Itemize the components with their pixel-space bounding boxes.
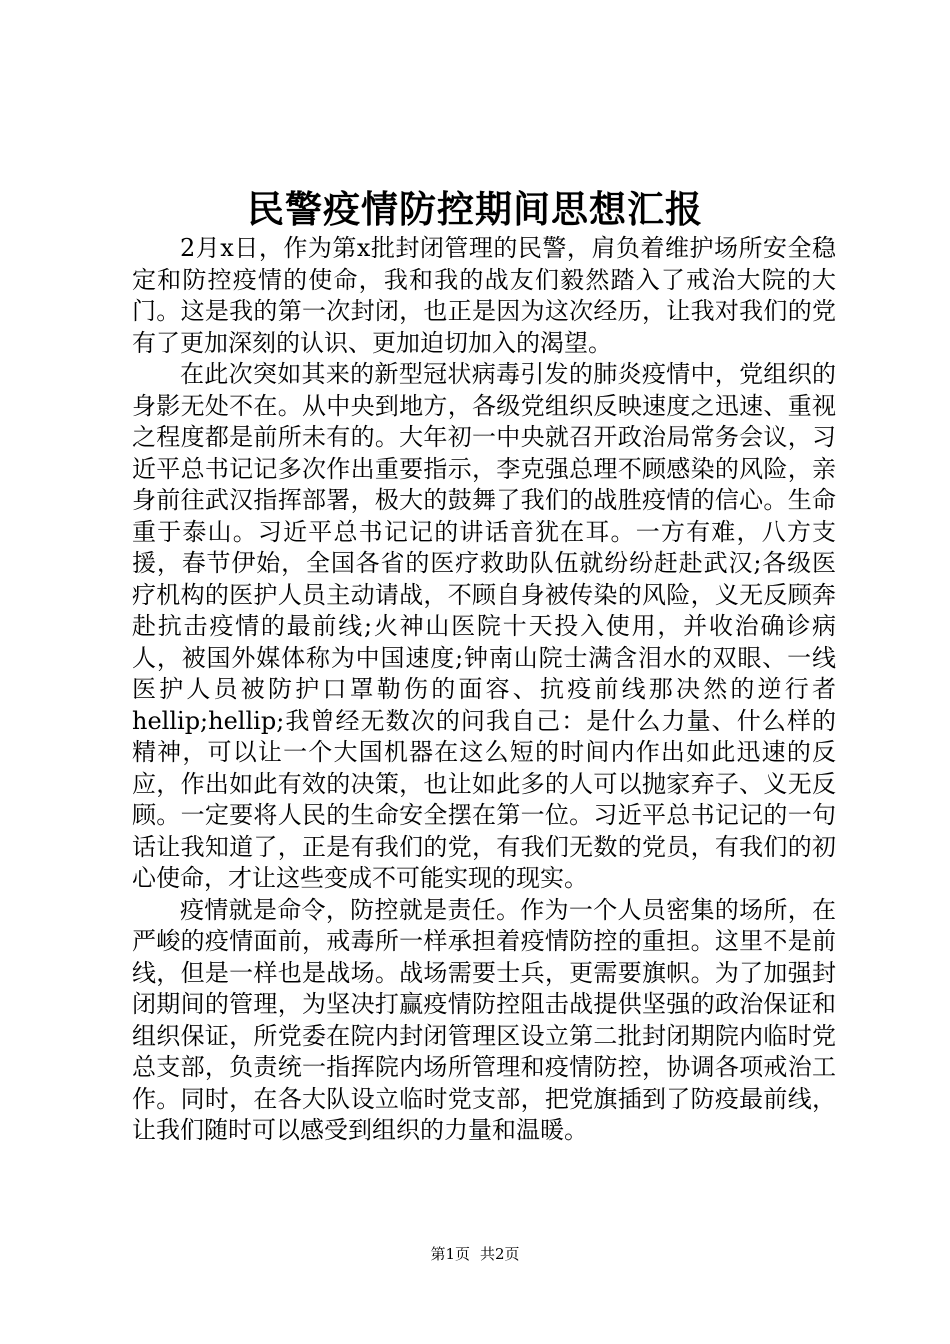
page-total: 共2页 bbox=[480, 1245, 520, 1263]
paragraph: 2月x日，作为第x批封闭管理的民警，肩负着维护场所安全稳定和防控疫情的使命，我和我的战友们毅然踏入了戒治大院的大门。这是我的第一次封闭，也正是因为这次经历，让我对我们的党有了更加深刻的认识、更加迫切加入的渴望。 bbox=[132, 234, 836, 357]
document-body bbox=[132, 233, 836, 1147]
paragraph: 疫情就是命令，防控就是责任。作为一个人员密集的场所，在严峻的疫情面前，戒毒所一样承担着疫情防控的重担。这里不是前线，但是一样也是战场。战场需要士兵，更需要旗帜。为了加强封闭期间的管理，为坚决打赢疫情防控阻击战提供坚强的政治保证和组织保证，所党委在院内封闭管理区设立第二批封闭期院内临时党总支部，负责统一指挥院内场所管理和疫情防控，协调各项戒治工作。同时，在各大队设立临时党支部，把党旗插到了防疫最前线，让我们随时可以感受到组织的力量和温暖。 bbox=[132, 895, 836, 1144]
document-title: 民警疫情防控期间思想汇报 bbox=[247, 187, 703, 231]
page-footer bbox=[0, 1244, 950, 1264]
page-number: 第1页 bbox=[430, 1245, 470, 1263]
paragraph: 在此次突如其来的新型冠状病毒引发的肺炎疫情中，党组织的身影无处不在。从中央到地方，各级党组织反映速度之迅速、重视之程度都是前所未有的。大年初一中央就召开政治局常务会议，习近平总书记记多次作出重要指示，李克强总理不顾感染的风险，亲身前往武汉指挥部署，极大的鼓舞了我们的战胜疫情的信心。生命重于泰山。习近平总书记记的讲话音犹在耳。一方有难，八方支援，春节伊始，全国各省的医疗救助队伍就纷纷赶赴武汉;各级医疗机构的医护人员主动请战，不顾自身被传染的风险，义无反顾奔赴抗击疫情的最前线;火神山医院十天投入使用，并收治确诊病人，被国外媒体称为中国速度;钟南山院士满含泪水的双眼、一线医护人员被防护口罩勒伤的面容、抗疫前线那决然的逆行者hellip;hellip;我曾经无数次的问我自己：是什么力量、什么样的精神，可以让一个大国机器在这么短的时间内作出如此迅速的反应，作出如此有效的决策，也让如此多的人可以抛家弃子、义无反顾。一定要将人民的生命安全摆在第一位。习近平总书记记的一句话让我知道了，正是有我们的党，有我们无数的党员，有我们的初心使命，才让这些变成不可能实现的现实。 bbox=[132, 360, 836, 892]
